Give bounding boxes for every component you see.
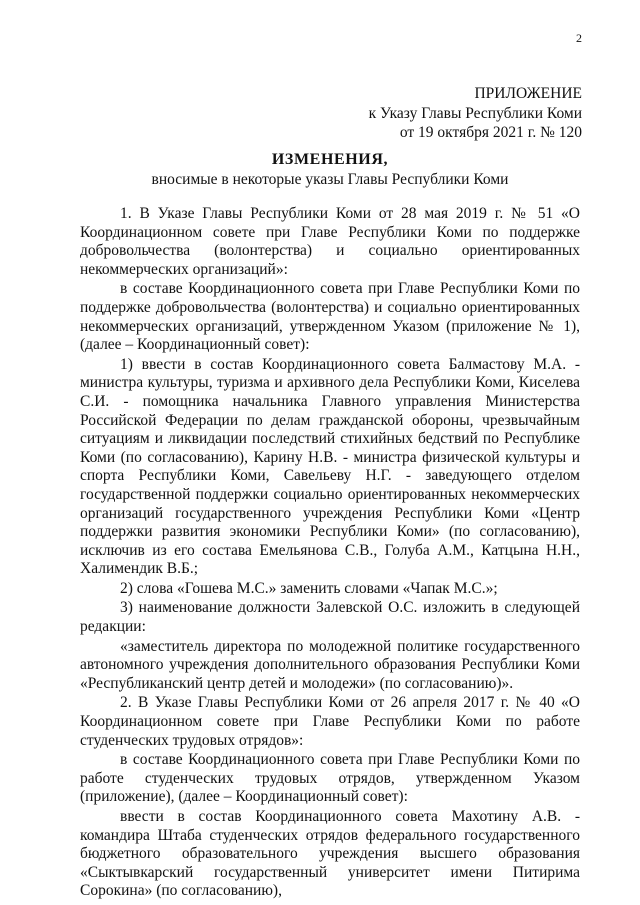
appendix-label: ПРИЛОЖЕНИЕ: [474, 85, 582, 102]
document-body: [80, 205, 580, 901]
paragraph-2: в составе Координационного совета при Главе Республики Коми по поддержке добровольчества (волонтерства) и социально ориентированных некоммерческих организаций, утвержденном Указом (приложение № 1), (далее – Координационный совет):: [80, 280, 580, 354]
paragraph-3: 1) ввести в состав Координационного совета Балмастову М.А. - министра культуры, туризма и архивного дела Республики Коми, Киселева С.И. - помощника начальника Главного управления Министерства Российской Федерации по делам гражданской обороны, чрезвычайным ситуациям и ликвидации последствий стихийных бедствий по Республике Коми (по согласованию), Карину Н.В. - министра физической культуры и спорта Республики Коми, Савельеву Н.Г. - заведующего отделом государственной поддержки социально ориентированных некоммерческих организаций государственного учреждения Республики Коми «Центр поддержки развития экономики Республики Коми» (по согласованию), исключив из его состава Емельянова С.В., Голуба А.М., Катцына Н.Н., Халимендик В.Б.;: [80, 355, 580, 578]
paragraph-8: в составе Координационного совета при Главе Республики Коми по работе студенческих трудовых отрядов, утвержденном Указом (приложение), (далее – Координационный совет):: [80, 751, 580, 806]
appendix-decree-ref: к Указу Главы Республики Коми: [368, 104, 582, 122]
paragraph-6: «заместитель директора по молодежной политике государственного автономного учреждения дополнительного образования Республики Коми «Республиканский центр детей и молодежи» (по согласованию)».: [80, 637, 580, 692]
page-number: 2: [576, 31, 582, 45]
paragraph-5: 3) наименование должности Залевской О.С. изложить в следующей редакции:: [80, 599, 580, 636]
paragraph-4: 2) слова «Гошева М.С.» заменить словами «Чапак М.С.»;: [120, 579, 498, 597]
appendix-header: [282, 84, 582, 143]
paragraph-1: 1. В Указе Главы Республики Коми от 28 мая 2019 г. № 51 «О Координационном совете при Главе Республики Коми по поддержке добровольчества (волонтерства) и социально ориентированных некоммерческих организаций»:: [80, 205, 580, 278]
document-title: ИЗМЕНЕНИЯ,: [271, 151, 389, 168]
appendix-date: от 19 октября 2021 г. № 120: [399, 124, 582, 141]
paragraph-9: ввести в состав Координационного совета Махотину А.В. - командира Штаба студенческих отрядов федерального государственного бюджетного образовательного учреждения высшего образования «Сыктывкарский государственный университет имени Питирима Сорокина» (по согласованию),: [80, 808, 580, 900]
document-subtitle: вносимые в некоторые указы Главы Республики Коми: [151, 171, 509, 188]
paragraph-7: 2. В Указе Главы Республики Коми от 26 апреля 2017 г. № 40 «О Координационном совете при Главе Республики Коми по работе студенческих трудовых отрядов»:: [80, 694, 580, 749]
